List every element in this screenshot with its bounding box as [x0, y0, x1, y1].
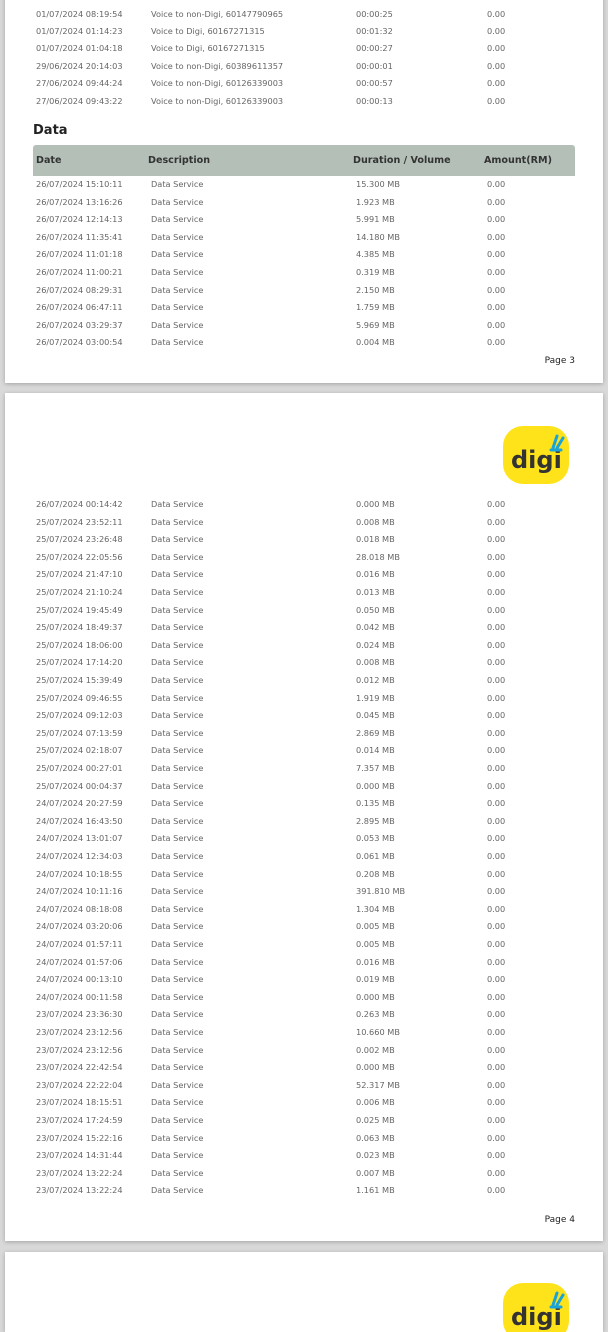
cell-amount: 0.00 — [487, 319, 506, 330]
cell-amount: 0.00 — [487, 337, 506, 348]
cell-description: Data Service — [151, 868, 204, 879]
table-row — [5, 282, 603, 300]
cell-amount: 0.00 — [487, 249, 506, 260]
cell-date: 01/07/2024 08:19:54 — [36, 8, 123, 19]
table-row — [5, 936, 603, 954]
table-row — [5, 707, 603, 725]
cell-amount: 0.00 — [487, 974, 506, 985]
cell-date: 25/07/2024 18:49:37 — [36, 622, 123, 633]
cell-duration: 5.969 MB — [356, 319, 395, 330]
cell-description: Data Service — [151, 1009, 204, 1020]
cell-amount: 0.00 — [487, 1009, 506, 1020]
cell-duration: 0.042 MB — [356, 622, 395, 633]
cell-date: 23/07/2024 23:36:30 — [36, 1009, 123, 1020]
cell-date: 26/07/2024 08:29:31 — [36, 284, 123, 295]
cell-duration: 1.923 MB — [356, 196, 395, 207]
cell-date: 23/07/2024 17:24:59 — [36, 1115, 123, 1125]
cell-description: Data Service — [151, 727, 204, 738]
cell-description: Voice to non-Digi, 60126339003 — [151, 78, 284, 89]
cell-amount: 0.00 — [487, 569, 506, 580]
cell-description: Data Service — [151, 1132, 204, 1143]
cell-description: Data Service — [151, 569, 204, 580]
cell-amount: 0.00 — [487, 587, 506, 597]
table-row — [5, 830, 603, 848]
cell-amount: 0.00 — [487, 1150, 506, 1161]
table-row — [5, 848, 603, 866]
cell-duration: 1.304 MB — [356, 903, 395, 914]
cell-duration: 0.008 MB — [356, 657, 395, 668]
cell-date: 27/06/2024 09:43:22 — [36, 95, 123, 106]
cell-duration: 0.025 MB — [356, 1115, 395, 1125]
cell-description: Data Service — [151, 1027, 204, 1037]
cell-duration: 0.000 MB — [356, 991, 395, 1002]
cell-date: 27/06/2024 09:44:24 — [36, 78, 123, 89]
cell-amount: 0.00 — [487, 1132, 506, 1143]
cell-date: 24/07/2024 16:43:50 — [36, 815, 123, 826]
cell-description: Data Service — [151, 745, 204, 756]
cell-amount: 0.00 — [487, 763, 506, 773]
cell-duration: 00:00:13 — [356, 95, 393, 106]
cell-description: Data Service — [151, 499, 204, 509]
cell-duration: 7.357 MB — [356, 763, 395, 773]
cell-amount: 0.00 — [487, 886, 506, 897]
cell-description: Data Service — [151, 1185, 204, 1196]
table-row — [5, 742, 603, 760]
cell-date: 26/07/2024 11:01:18 — [36, 249, 123, 260]
cell-description: Data Service — [151, 534, 204, 545]
cell-amount: 0.00 — [487, 516, 506, 527]
cell-duration: 14.180 MB — [356, 231, 400, 242]
cell-amount: 0.00 — [487, 675, 506, 685]
table-row — [5, 1112, 603, 1130]
cell-date: 24/07/2024 10:18:55 — [36, 868, 123, 879]
cell-description: Data Service — [151, 903, 204, 914]
cell-amount: 0.00 — [487, 710, 506, 721]
cell-date: 26/07/2024 15:10:11 — [36, 179, 123, 189]
cell-duration: 0.002 MB — [356, 1044, 395, 1055]
cell-duration: 391.810 MB — [356, 886, 406, 897]
cell-date: 25/07/2024 21:47:10 — [36, 569, 123, 580]
page-number: Page 4 — [544, 1215, 575, 1225]
cell-description: Data Service — [151, 319, 204, 330]
cell-date: 25/07/2024 02:18:07 — [36, 745, 123, 756]
cell-duration: 52.317 MB — [356, 1079, 400, 1090]
table-row — [5, 514, 603, 532]
cell-amount: 0.00 — [487, 868, 506, 879]
cell-description: Data Service — [151, 780, 204, 791]
table-row — [5, 901, 603, 919]
cell-date: 25/07/2024 23:26:48 — [36, 534, 123, 545]
cell-date: 26/07/2024 06:47:11 — [36, 302, 123, 313]
table-row — [5, 299, 603, 317]
cell-description: Data Service — [151, 956, 204, 967]
cell-amount: 0.00 — [487, 284, 506, 295]
cell-date: 29/06/2024 20:14:03 — [36, 60, 123, 71]
table-row — [5, 93, 603, 111]
cell-description: Data Service — [151, 1097, 204, 1108]
cell-description: Data Service — [151, 1079, 204, 1090]
table-row — [5, 23, 603, 41]
cell-duration: 0.063 MB — [356, 1132, 395, 1143]
cell-amount: 0.00 — [487, 499, 506, 509]
cell-date: 25/07/2024 17:14:20 — [36, 657, 123, 668]
cell-duration: 0.006 MB — [356, 1097, 395, 1108]
table-row — [5, 672, 603, 690]
cell-duration: 0.024 MB — [356, 639, 395, 650]
table-row — [5, 176, 603, 194]
cell-duration: 15.300 MB — [356, 179, 400, 189]
table-row — [5, 264, 603, 282]
cell-amount: 0.00 — [487, 1115, 506, 1125]
cell-date: 01/07/2024 01:14:23 — [36, 25, 123, 36]
table-row — [5, 654, 603, 672]
cell-duration: 0.008 MB — [356, 516, 395, 527]
cell-amount: 0.00 — [487, 851, 506, 861]
cell-description: Voice to Digi, 60167271315 — [151, 25, 265, 36]
cell-amount: 0.00 — [487, 727, 506, 738]
table-row — [5, 211, 603, 229]
cell-duration: 0.016 MB — [356, 956, 395, 967]
digi-logo — [503, 426, 569, 484]
cell-description: Data Service — [151, 675, 204, 685]
cell-amount: 0.00 — [487, 8, 506, 19]
table-row — [5, 317, 603, 335]
table-row — [5, 1024, 603, 1042]
cell-date: 25/07/2024 09:46:55 — [36, 692, 123, 703]
table-row — [5, 602, 603, 620]
cell-duration: 00:01:32 — [356, 25, 393, 36]
cell-date: 23/07/2024 13:22:24 — [36, 1167, 123, 1178]
cell-description: Data Service — [151, 1062, 204, 1073]
cell-amount: 0.00 — [487, 639, 506, 650]
cell-duration: 00:00:57 — [356, 78, 393, 89]
cell-duration: 0.208 MB — [356, 868, 395, 879]
table-row — [5, 334, 603, 352]
table-row — [5, 637, 603, 655]
table-row — [5, 1006, 603, 1024]
cell-description: Data Service — [151, 991, 204, 1002]
logo-text: digi — [511, 446, 562, 474]
cell-date: 25/07/2024 19:45:49 — [36, 604, 123, 615]
cell-duration: 0.000 MB — [356, 1062, 395, 1073]
cell-description: Data Service — [151, 179, 204, 189]
cell-description: Data Service — [151, 639, 204, 650]
table-row — [5, 954, 603, 972]
cell-date: 26/07/2024 13:16:26 — [36, 196, 123, 207]
table-row — [5, 795, 603, 813]
cell-date: 25/07/2024 15:39:49 — [36, 675, 123, 685]
table-row — [5, 194, 603, 212]
column-header-duration: Duration / Volume — [353, 155, 451, 166]
cell-date: 25/07/2024 18:06:00 — [36, 639, 123, 650]
cell-duration: 0.050 MB — [356, 604, 395, 615]
table-row — [5, 566, 603, 584]
cell-description: Voice to non-Digi, 60389611357 — [151, 60, 284, 71]
cell-description: Data Service — [151, 851, 204, 861]
cell-amount: 0.00 — [487, 95, 506, 106]
cell-date: 26/07/2024 00:14:42 — [36, 499, 123, 509]
cell-date: 26/07/2024 12:14:13 — [36, 214, 123, 225]
cell-amount: 0.00 — [487, 622, 506, 633]
cell-duration: 0.263 MB — [356, 1009, 395, 1020]
cell-date: 24/07/2024 13:01:07 — [36, 833, 123, 844]
cell-date: 23/07/2024 18:15:51 — [36, 1097, 123, 1108]
cell-duration: 0.007 MB — [356, 1167, 395, 1178]
cell-description: Data Service — [151, 214, 204, 225]
cell-amount: 0.00 — [487, 903, 506, 914]
page-number: Page 3 — [544, 356, 575, 366]
cell-date: 25/07/2024 23:52:11 — [36, 516, 123, 527]
cell-description: Data Service — [151, 622, 204, 633]
cell-date: 23/07/2024 22:22:04 — [36, 1079, 123, 1090]
cell-description: Data Service — [151, 974, 204, 985]
cell-amount: 0.00 — [487, 1027, 506, 1037]
table-row — [5, 531, 603, 549]
table-row — [5, 1059, 603, 1077]
cell-duration: 2.869 MB — [356, 727, 395, 738]
cell-duration: 0.013 MB — [356, 587, 395, 597]
cell-date: 26/07/2024 03:29:37 — [36, 319, 123, 330]
cell-duration: 00:00:01 — [356, 60, 393, 71]
cell-date: 24/07/2024 03:20:06 — [36, 921, 123, 932]
cell-date: 25/07/2024 09:12:03 — [36, 710, 123, 721]
cell-duration: 10.660 MB — [356, 1027, 400, 1037]
table-row — [5, 1147, 603, 1165]
cell-duration: 5.991 MB — [356, 214, 395, 225]
cell-date: 01/07/2024 01:04:18 — [36, 43, 123, 54]
cell-amount: 0.00 — [487, 815, 506, 826]
cell-duration: 4.385 MB — [356, 249, 395, 260]
digi-logo — [503, 1283, 569, 1332]
table-row — [5, 1130, 603, 1148]
cell-amount: 0.00 — [487, 302, 506, 313]
table-row — [5, 690, 603, 708]
cell-description: Data Service — [151, 551, 204, 562]
cell-date: 23/07/2024 13:22:24 — [36, 1185, 123, 1196]
cell-description: Data Service — [151, 939, 204, 949]
cell-duration: 0.014 MB — [356, 745, 395, 756]
cell-duration: 0.045 MB — [356, 710, 395, 721]
cell-date: 23/07/2024 23:12:56 — [36, 1027, 123, 1037]
cell-description: Data Service — [151, 604, 204, 615]
column-header-date: Date — [36, 155, 62, 166]
table-row — [5, 760, 603, 778]
table-row — [5, 725, 603, 743]
cell-duration: 0.053 MB — [356, 833, 395, 844]
cell-duration: 0.016 MB — [356, 569, 395, 580]
table-row — [5, 989, 603, 1007]
table-row — [5, 918, 603, 936]
cell-amount: 0.00 — [487, 267, 506, 277]
cell-description: Data Service — [151, 710, 204, 721]
cell-description: Data Service — [151, 337, 204, 348]
cell-duration: 0.018 MB — [356, 534, 395, 545]
cell-description: Data Service — [151, 815, 204, 826]
cell-amount: 0.00 — [487, 1079, 506, 1090]
cell-description: Data Service — [151, 921, 204, 932]
cell-amount: 0.00 — [487, 179, 506, 189]
cell-date: 23/07/2024 15:22:16 — [36, 1132, 123, 1143]
cell-date: 25/07/2024 00:04:37 — [36, 780, 123, 791]
table-row — [5, 1165, 603, 1183]
table-row — [5, 1077, 603, 1095]
cell-description: Data Service — [151, 196, 204, 207]
cell-amount: 0.00 — [487, 604, 506, 615]
cell-amount: 0.00 — [487, 78, 506, 89]
cell-amount: 0.00 — [487, 25, 506, 36]
cell-duration: 2.150 MB — [356, 284, 395, 295]
cell-amount: 0.00 — [487, 956, 506, 967]
table-row — [5, 971, 603, 989]
table-row — [5, 246, 603, 264]
cell-date: 24/07/2024 20:27:59 — [36, 798, 123, 809]
table-row — [5, 1094, 603, 1112]
table-row — [5, 496, 603, 514]
cell-duration: 0.319 MB — [356, 267, 395, 277]
cell-description: Data Service — [151, 284, 204, 295]
statement-page-5 — [5, 1252, 603, 1332]
cell-amount: 0.00 — [487, 991, 506, 1002]
cell-description: Data Service — [151, 1115, 204, 1125]
cell-duration: 00:00:25 — [356, 8, 393, 19]
table-row — [5, 1182, 603, 1200]
table-row — [5, 40, 603, 58]
cell-description: Data Service — [151, 267, 204, 277]
cell-description: Data Service — [151, 587, 204, 597]
cell-duration: 0.012 MB — [356, 675, 395, 685]
cell-duration: 0.004 MB — [356, 337, 395, 348]
table-row — [5, 778, 603, 796]
cell-description: Data Service — [151, 1167, 204, 1178]
cell-description: Data Service — [151, 692, 204, 703]
cell-amount: 0.00 — [487, 745, 506, 756]
cell-amount: 0.00 — [487, 43, 506, 54]
statement-page-3 — [5, 0, 603, 383]
cell-date: 25/07/2024 21:10:24 — [36, 587, 123, 597]
cell-description: Data Service — [151, 833, 204, 844]
cell-amount: 0.00 — [487, 551, 506, 562]
data-table-header — [33, 145, 575, 176]
cell-amount: 0.00 — [487, 1185, 506, 1196]
table-row — [5, 866, 603, 884]
statement-page-4 — [5, 393, 603, 1241]
cell-date: 23/07/2024 23:12:56 — [36, 1044, 123, 1055]
cell-description: Data Service — [151, 516, 204, 527]
cell-amount: 0.00 — [487, 939, 506, 949]
cell-description: Data Service — [151, 798, 204, 809]
cell-duration: 0.019 MB — [356, 974, 395, 985]
cell-description: Data Service — [151, 763, 204, 773]
cell-duration: 28.018 MB — [356, 551, 400, 562]
cell-amount: 0.00 — [487, 196, 506, 207]
table-row — [5, 549, 603, 567]
table-row — [5, 584, 603, 602]
cell-duration: 0.005 MB — [356, 921, 395, 932]
cell-duration: 2.895 MB — [356, 815, 395, 826]
cell-description: Voice to non-Digi, 60147790965 — [151, 8, 284, 19]
table-row — [5, 229, 603, 247]
cell-amount: 0.00 — [487, 780, 506, 791]
cell-duration: 0.135 MB — [356, 798, 395, 809]
cell-duration: 0.023 MB — [356, 1150, 395, 1161]
cell-amount: 0.00 — [487, 214, 506, 225]
cell-description: Voice to Digi, 60167271315 — [151, 43, 265, 54]
cell-duration: 0.061 MB — [356, 851, 395, 861]
cell-amount: 0.00 — [487, 534, 506, 545]
cell-amount: 0.00 — [487, 798, 506, 809]
cell-amount: 0.00 — [487, 1044, 506, 1055]
cell-description: Data Service — [151, 231, 204, 242]
cell-date: 24/07/2024 00:13:10 — [36, 974, 123, 985]
cell-duration: 00:00:27 — [356, 43, 393, 54]
table-row — [5, 619, 603, 637]
cell-amount: 0.00 — [487, 692, 506, 703]
cell-amount: 0.00 — [487, 1167, 506, 1178]
cell-amount: 0.00 — [487, 60, 506, 71]
cell-amount: 0.00 — [487, 1097, 506, 1108]
cell-amount: 0.00 — [487, 657, 506, 668]
table-row — [5, 75, 603, 93]
cell-date: 23/07/2024 22:42:54 — [36, 1062, 123, 1073]
cell-date: 26/07/2024 11:00:21 — [36, 267, 123, 277]
cell-description: Data Service — [151, 657, 204, 668]
cell-description: Voice to non-Digi, 60126339003 — [151, 95, 284, 106]
cell-date: 24/07/2024 10:11:16 — [36, 886, 123, 897]
cell-description: Data Service — [151, 1150, 204, 1161]
cell-description: Data Service — [151, 886, 204, 897]
cell-date: 24/07/2024 01:57:06 — [36, 956, 123, 967]
cell-duration: 1.161 MB — [356, 1185, 395, 1196]
table-row — [5, 883, 603, 901]
table-row — [5, 813, 603, 831]
cell-date: 24/07/2024 00:11:58 — [36, 991, 123, 1002]
cell-amount: 0.00 — [487, 1062, 506, 1073]
column-header-description: Description — [148, 155, 211, 166]
cell-date: 23/07/2024 14:31:44 — [36, 1150, 123, 1161]
cell-amount: 0.00 — [487, 231, 506, 242]
data-section-title: Data — [33, 123, 68, 138]
cell-description: Data Service — [151, 302, 204, 313]
cell-duration: 0.000 MB — [356, 780, 395, 791]
cell-date: 26/07/2024 11:35:41 — [36, 231, 123, 242]
cell-description: Data Service — [151, 1044, 204, 1055]
cell-description: Data Service — [151, 249, 204, 260]
column-header-amount: Amount(RM) — [484, 155, 552, 166]
cell-amount: 0.00 — [487, 833, 506, 844]
cell-duration: 1.759 MB — [356, 302, 395, 313]
cell-duration: 0.005 MB — [356, 939, 395, 949]
cell-date: 25/07/2024 00:27:01 — [36, 763, 123, 773]
cell-amount: 0.00 — [487, 921, 506, 932]
cell-duration: 0.000 MB — [356, 499, 395, 509]
cell-date: 24/07/2024 12:34:03 — [36, 851, 123, 861]
cell-date: 24/07/2024 01:57:11 — [36, 939, 123, 949]
table-row — [5, 1042, 603, 1060]
cell-date: 25/07/2024 22:05:56 — [36, 551, 123, 562]
cell-date: 26/07/2024 03:00:54 — [36, 337, 123, 348]
cell-date: 25/07/2024 07:13:59 — [36, 727, 123, 738]
logo-text: digi — [511, 1303, 562, 1331]
cell-date: 24/07/2024 08:18:08 — [36, 903, 123, 914]
cell-duration: 1.919 MB — [356, 692, 395, 703]
table-row — [5, 6, 603, 24]
table-row — [5, 58, 603, 76]
